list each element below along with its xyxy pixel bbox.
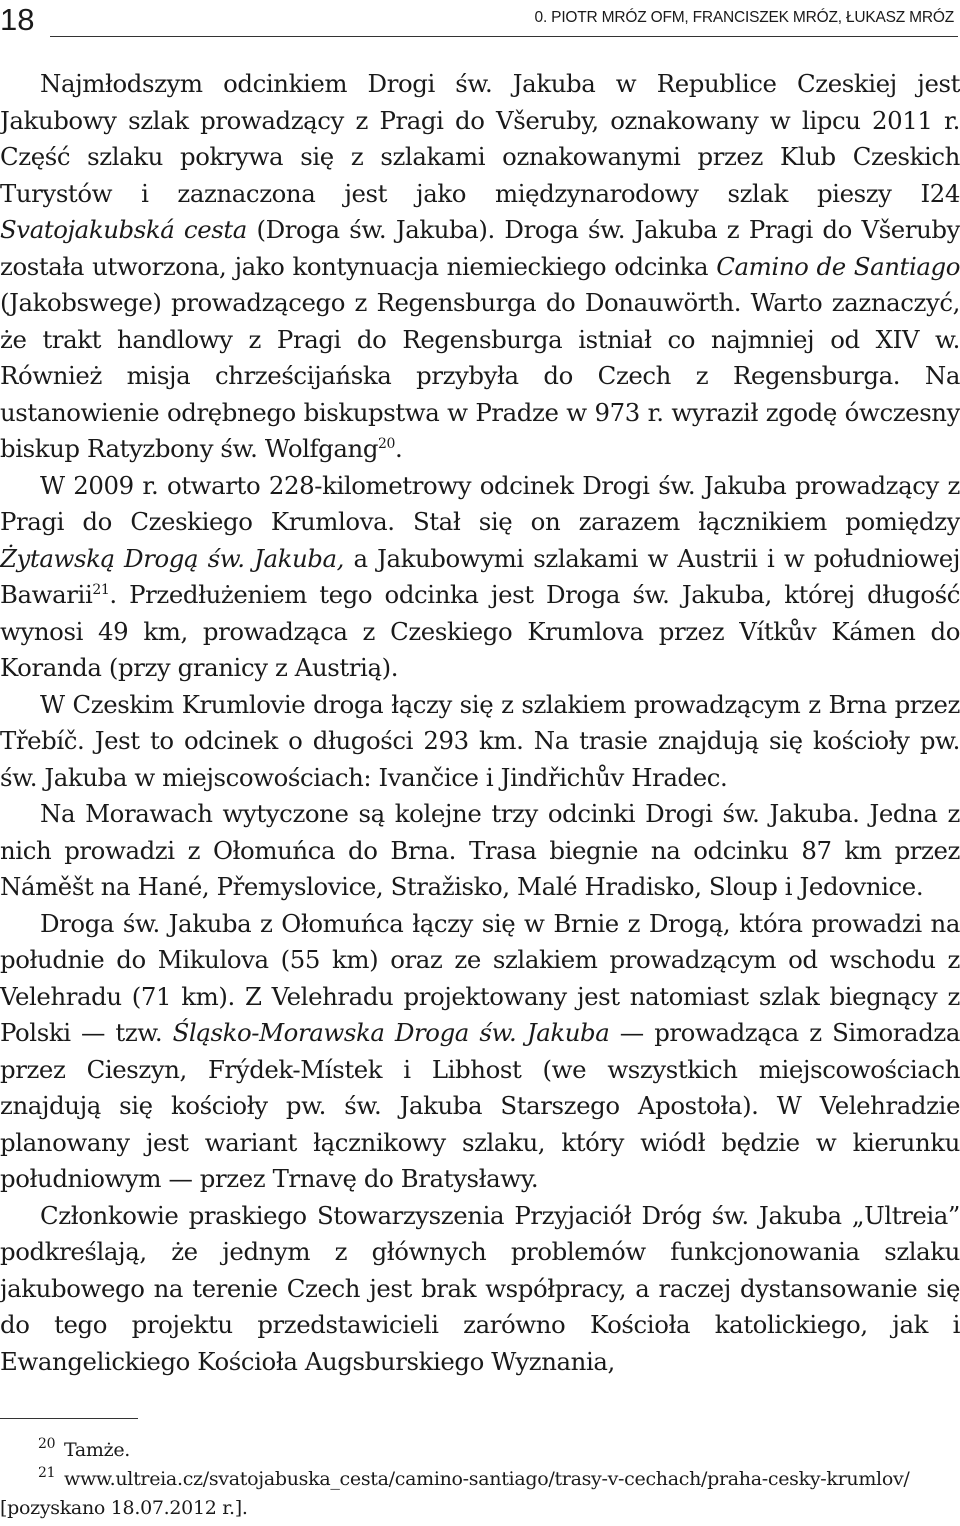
italic-term: Camino de Santiago	[716, 251, 960, 281]
italic-term: Żytawską Drogą św. Jakuba,	[0, 543, 345, 573]
footnote-ref[interactable]: 21	[92, 581, 110, 598]
footnote-ref[interactable]: 20	[378, 435, 396, 452]
footnote-20	[0, 1436, 960, 1465]
footnote-rule	[0, 1418, 138, 1419]
paragraph-5	[0, 906, 960, 1198]
running-head: 0. PIOTR MRÓZ OFM, FRANCISZEK MRÓZ, ŁUKASZ MRÓZ	[534, 9, 954, 26]
footnote-number: 20	[38, 1436, 56, 1452]
text-run: Droga św. Jakuba z Ołomuńca łączy się w Brnie z Drogą, która prowadzi na południe do Mikulova (55 km) oraz ze szlakiem prowadzącym od wschodu z Velehradu (71 km). Z Velehradu projektowany jest natomiast szlak biegnący z Polski — tzw.	[0, 908, 960, 1047]
paragraph-1	[0, 66, 960, 468]
text-run: W 2009 r. otwarto 228-kilometrowy odcinek Drogi św. Jakuba prowadzący z Pragi do Czeskiego Krumlova. Stał się on zarazem łącznikiem pomiędzy	[0, 470, 960, 536]
paragraph-4: Na Morawach wytyczone są kolejne trzy odcinki Drogi św. Jakuba. Jedna z nich prowadzi z Ołomuńca do Brna. Trasa biegnie na odcinku 87 km przez Náměšt na Hané, Přemyslovice, Stražisko, Malé Hradisko, Sloup i Jedovnice.	[0, 799, 960, 901]
text-run: (Droga św. Jakuba). Droga św. Jakuba z Pragi do Všeruby została utworzona, jako kontynuacja niemieckiego odcinka	[0, 215, 960, 281]
text-run: a Jakubowymi szlakami w Austrii i w południowej Bawarii	[0, 543, 960, 609]
paragraph-6: Członkowie praskiego Stowarzyszenia Przyjaciół Dróg św. Jakuba „Ultreia” podkreślają, że jednym z głównych problemów funkcjonowania szlaku jakubowego na terenie Czech jest brak współpracy, a raczej dystansowanie się do tego projektu przedstawicieli zarówno Kościoła katolickiego, jak i Ewangelickiego Kościoła Augsburskiego Wyznania,	[0, 1200, 960, 1376]
main-text	[0, 66, 960, 1380]
footnotes	[0, 1436, 960, 1523]
footnote-21	[0, 1465, 960, 1523]
page-number: 18	[0, 2, 35, 37]
footnote-link[interactable]: www.ultreia.cz/svatojabuska_cesta/camino-santiago/trasy-v-cechach/praha-cesky-krumlov/ [pozyskano 18.07.2012 r.].	[0, 1468, 910, 1519]
header-rule	[50, 36, 958, 37]
footnote-text: Tamże.	[64, 1439, 131, 1461]
footnote-number: 21	[38, 1465, 56, 1481]
paragraph-2	[0, 468, 960, 687]
text-run: .	[395, 434, 403, 463]
italic-term: Śląsko-Morawska Droga św. Jakuba	[172, 1018, 610, 1047]
text-run: (Jakobswege) prowadzącego z Regensburga do Donauwörth. Warto zaznaczyć, że trakt handlowy z Pragi do Regensburga istniał co najmniej od XIV w. Również misja chrześcijańska przybyła do Czech z Regensburga. Na ustanowienie odrębnego biskupstwa w Pradze w 973 r. wyraził zgodę ówczesny biskup Ratyzbony św. Wolfgang	[0, 288, 960, 463]
text-run: Najmłodszym odcinkiem Drogi św. Jakuba w Republice Czeskiej jest Jakubowy szlak prowadzący z Pragi do Všeruby, oznakowany w lipcu 2011 r. Część szlaku pokrywa się z szlakami oznakowanymi przez Klub Czeskich Turystów i zaznaczona jest jako międzynarodowy szlak pieszy I24	[0, 69, 960, 208]
italic-term: Svatojakubská cesta	[0, 215, 247, 244]
paragraph-3: W Czeskim Krumlovie droga łączy się z szlakiem prowadzącym z Brna przez Třebíč. Jest to odcinek o długości 293 km. Na trasie znajdują się kościoły pw. św. Jakuba w miejscowościach: Ivančice i Jindřichův Hradec.	[0, 689, 960, 792]
text-run: . Przedłużeniem tego odcinka jest Droga św. Jakuba, której długość wynosi 49 km, prowadząca z Czeskiego Krumlova przez Vítkův Kámen do Koranda (przy granicy z Austrią).	[0, 580, 960, 682]
text-run: — prowadząca z Simoradza przez Cieszyn, Frýdek-Místek i Libhost (we wszystkich miejscowościach znajdują się kościoły pw. św. Jakuba Starszego Apostoła). W Velehradzie planowany jest wariant łącznikowy szlaku, który wiódł będzie w kierunku południowym — przez Trnavę do Bratysławy.	[0, 1018, 960, 1193]
